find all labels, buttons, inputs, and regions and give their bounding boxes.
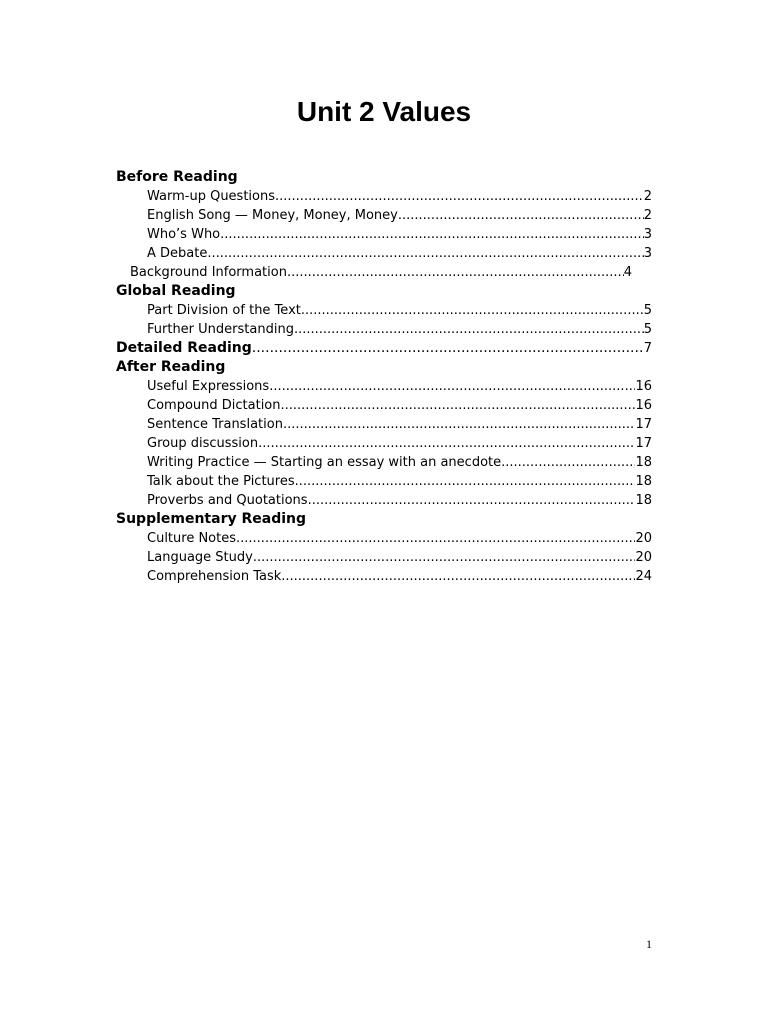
toc-entry-label: Sentence Translation: [147, 417, 283, 432]
toc-entry-sentence-translation[interactable]: [116, 415, 652, 434]
toc-heading-label: Global Reading: [116, 283, 236, 299]
toc-heading-after-reading[interactable]: [116, 358, 652, 377]
toc-page-number: 2: [643, 208, 652, 223]
toc-heading-label: After Reading: [116, 359, 226, 375]
dot-leader: [207, 244, 643, 263]
toc-heading-label: Supplementary Reading: [116, 511, 307, 527]
toc-entry-label: Further Understanding: [147, 322, 294, 337]
dot-leader: [258, 434, 635, 453]
toc-entry-label: Culture Notes: [147, 531, 237, 546]
toc-entry-label: Compound Dictation: [147, 398, 281, 413]
toc-entry-part-division[interactable]: [116, 301, 652, 320]
toc-page-number: 20: [635, 531, 652, 546]
toc-page-number: 18: [635, 493, 652, 508]
toc-entry-whos-who[interactable]: [116, 225, 652, 244]
toc-entry-label: English Song — Money, Money, Money: [147, 208, 398, 223]
toc-heading-before-reading[interactable]: [116, 168, 652, 187]
dot-leader: [294, 320, 644, 339]
toc-entry-label: Proverbs and Quotations: [147, 493, 308, 508]
toc-entry-label: Writing Practice — Starting an essay with an anecdote: [147, 455, 502, 470]
toc-entry-label: A Debate: [147, 246, 208, 261]
page-number: 1: [646, 937, 652, 951]
toc-page-number: 17: [635, 436, 652, 451]
toc-heading-detailed-reading[interactable]: [116, 339, 652, 358]
toc-page-number: 4: [623, 265, 632, 280]
dot-leader: [275, 187, 644, 206]
toc-page-number: 7: [643, 341, 652, 356]
toc-heading-global-reading[interactable]: [116, 282, 652, 301]
toc-entry-english-song[interactable]: [116, 206, 652, 225]
toc-heading-label: Before Reading: [116, 169, 238, 185]
dot-leader: [252, 339, 644, 358]
dot-leader: [236, 529, 635, 548]
toc-entry-label: Part Division of the Text: [147, 303, 301, 318]
toc-page-number: 3: [643, 227, 652, 242]
toc-entry-further-understanding[interactable]: [116, 320, 652, 339]
toc-heading-supplementary-reading[interactable]: [116, 510, 652, 529]
toc-entry-warmup-questions[interactable]: [116, 187, 652, 206]
dot-leader: [283, 415, 636, 434]
toc-entry-language-study[interactable]: [116, 548, 652, 567]
toc-page-number: 5: [643, 303, 652, 318]
toc-heading-label: Detailed Reading: [116, 340, 252, 356]
dot-leader: [281, 396, 636, 415]
dot-leader: [398, 206, 644, 225]
toc-entry-group-discussion[interactable]: [116, 434, 652, 453]
toc-entry-label: Talk about the Pictures: [147, 474, 295, 489]
dot-leader: [301, 301, 644, 320]
dot-leader: [269, 377, 635, 396]
toc-page-number: 18: [635, 455, 652, 470]
toc-page-number: 18: [635, 474, 652, 489]
dot-leader: [287, 263, 624, 282]
toc-entry-label: Background Information: [130, 265, 287, 280]
toc-entry-comprehension-task[interactable]: [116, 567, 652, 586]
dot-leader: [220, 225, 644, 244]
toc-entry-writing-practice[interactable]: [116, 453, 652, 472]
toc-entry-talk-about-pictures[interactable]: [116, 472, 652, 491]
toc-page-number: 24: [635, 569, 652, 584]
toc-entry-label: Warm-up Questions: [147, 189, 276, 204]
toc-entry-useful-expressions[interactable]: [116, 377, 652, 396]
toc-entry-compound-dictation[interactable]: [116, 396, 652, 415]
toc-entry-label: Group discussion: [147, 436, 259, 451]
toc-entry-label: Language Study: [147, 550, 253, 565]
toc-page-number: 16: [635, 379, 652, 394]
toc-entry-a-debate[interactable]: [116, 244, 652, 263]
toc-entry-label: Comprehension Task: [147, 569, 282, 584]
toc-page-number: 17: [635, 417, 652, 432]
dot-leader: [295, 472, 636, 491]
toc-entry-label: Useful Expressions: [147, 379, 270, 394]
dot-leader: [501, 453, 635, 472]
dot-leader: [308, 491, 636, 510]
dot-leader: [281, 567, 635, 586]
toc-page-number: 5: [643, 322, 652, 337]
toc-page-number: 16: [635, 398, 652, 413]
toc-entry-label: Who’s Who: [147, 227, 221, 242]
toc-entry-background-information[interactable]: [116, 263, 632, 282]
toc-page-number: 20: [635, 550, 652, 565]
page-title: Unit 2 Values: [296, 96, 472, 127]
dot-leader: [253, 548, 636, 567]
toc-page-number: 2: [643, 189, 652, 204]
toc-entry-proverbs-quotations[interactable]: [116, 491, 652, 510]
toc-entry-culture-notes[interactable]: [116, 529, 652, 548]
table-of-contents: [116, 168, 652, 586]
toc-page-number: 3: [643, 246, 652, 261]
